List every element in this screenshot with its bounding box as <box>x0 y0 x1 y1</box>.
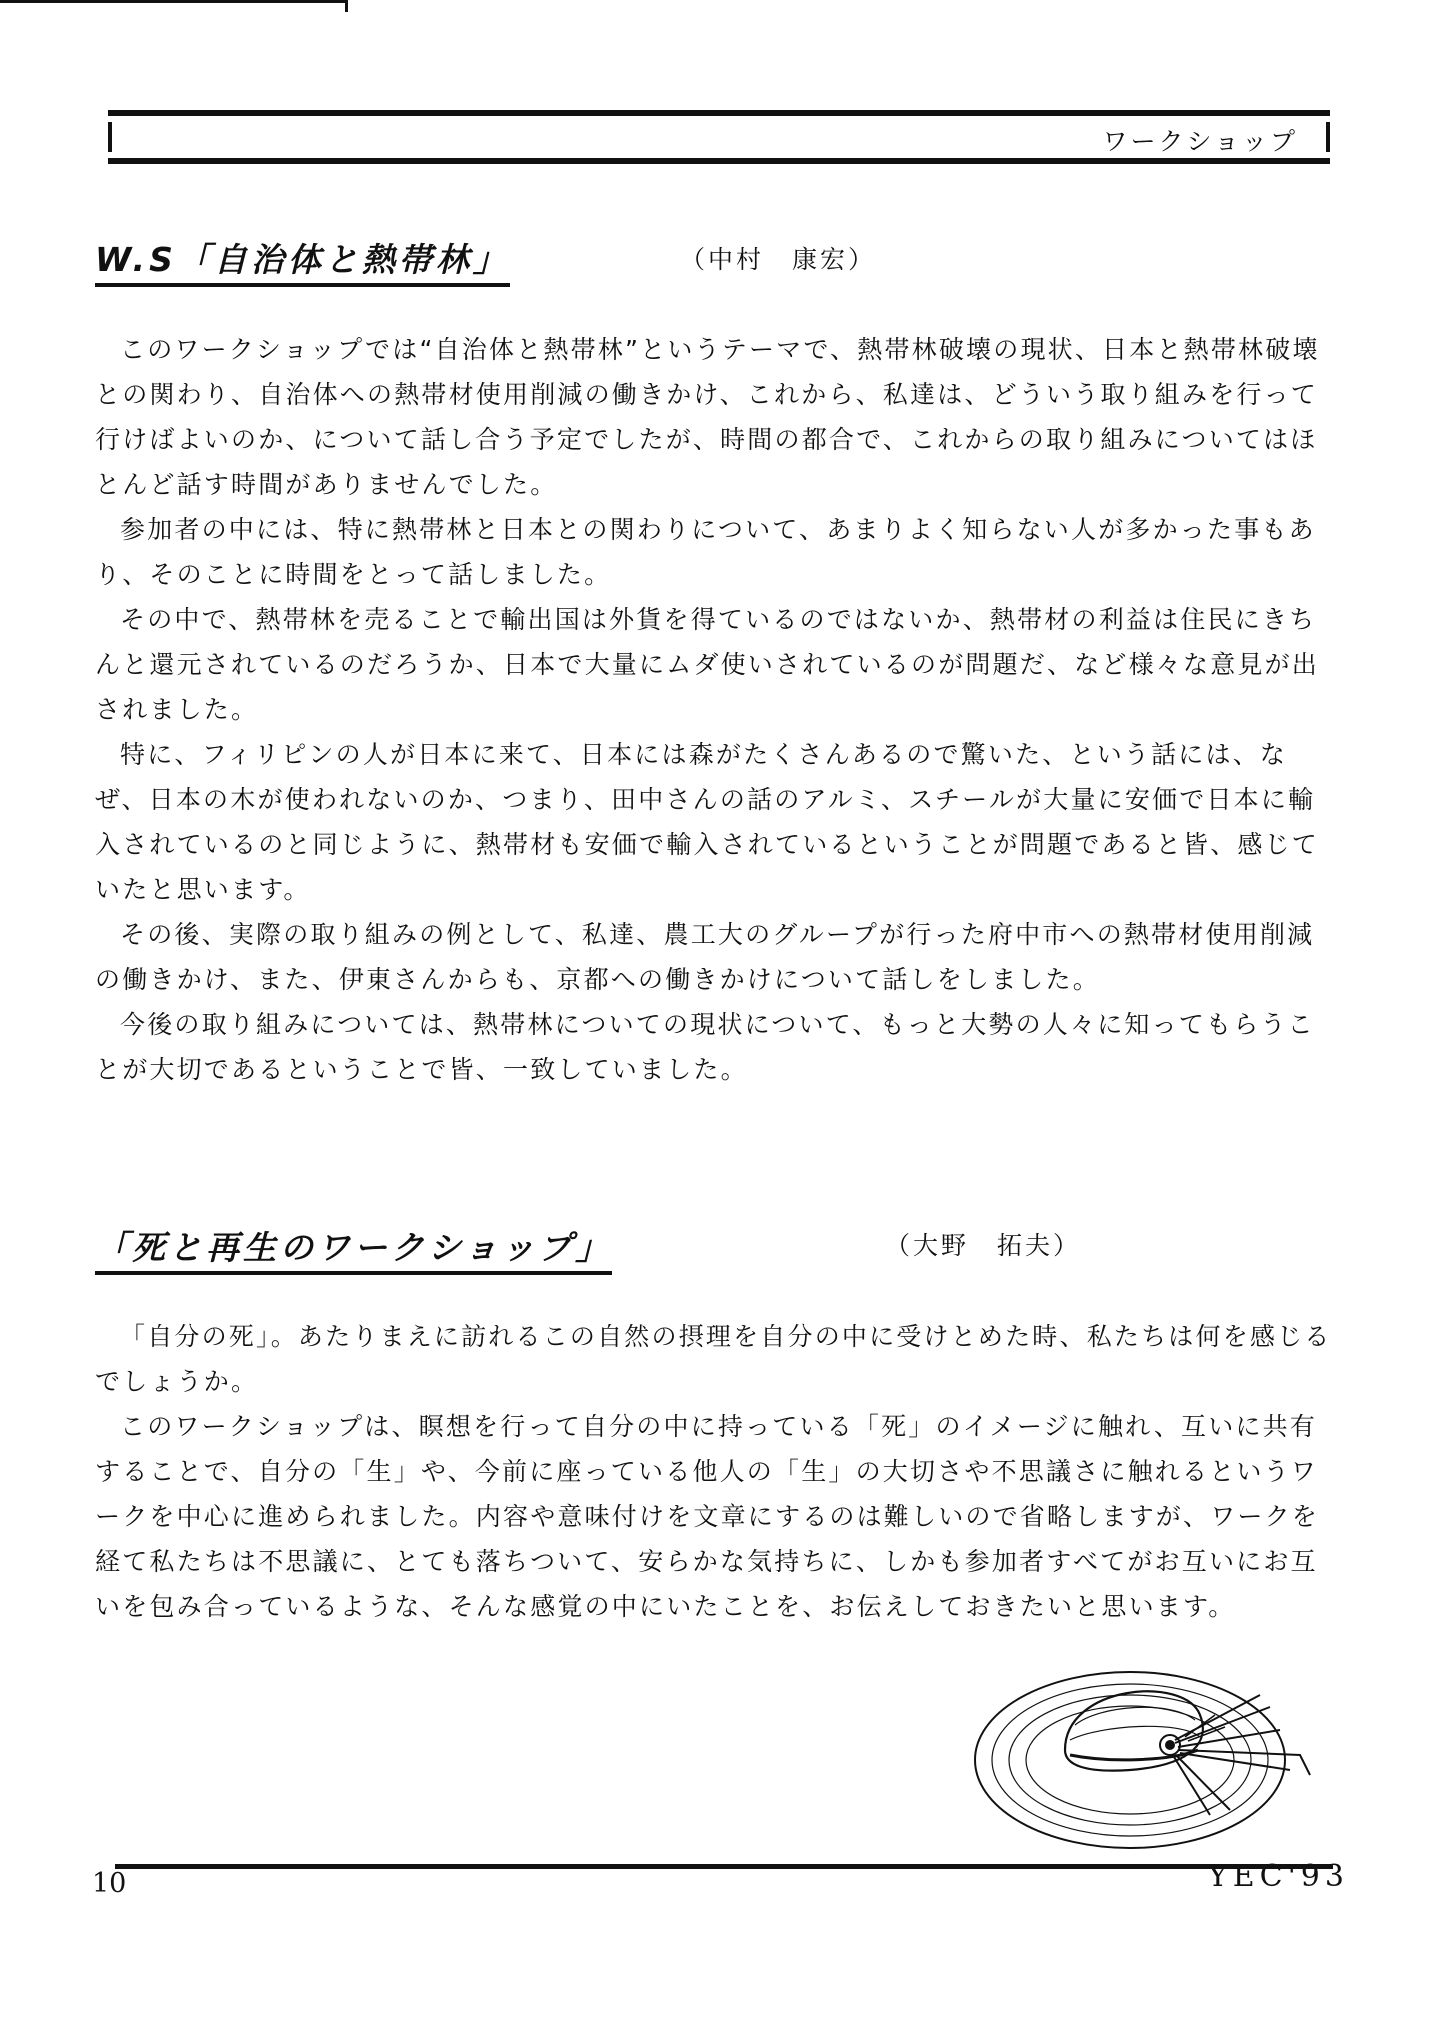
article2-body <box>95 1314 1335 1629</box>
article2-paragraph: このワークショップは、瞑想を行って自分の中に持っている「死」のイメージに触れ、互いに共有することで、自分の「生」や、今前に座っている他人の「生」の大切さや不思議さに触れるというワークを中心に進められました。内容や意味付けを文章にするのは難しいので省略しますが、ワークを経て私たちは不思議に、とても落ちついて、安らかな気持ちに、しかも参加者すべてがお互いにお互いを包み合っているような、そんな感覚の中にいたことを、お伝えしておきたいと思います。 <box>95 1412 1320 1621</box>
straw-hat-illustration <box>970 1645 1385 1860</box>
article1-body <box>95 327 1335 1092</box>
article1-paragraph: その後、実際の取り組みの例として、私達、農工大のグループが行った府中市への熱帯材使用削減の働きかけ、また、伊東さんからも、京都への働きかけについて話しをしました。 <box>95 920 1315 994</box>
corner-rule <box>0 0 345 3</box>
page-number: 10 <box>92 1868 127 1899</box>
article1-author: （中村 康宏） <box>680 245 877 274</box>
article2-paragraph: 「自分の死」。あたりまえに訪れるこの自然の摂理を自分の中に受けとめた時、私たちは何を感じるでしょうか。 <box>95 1322 1332 1396</box>
article1-paragraph: 特に、フィリピンの人が日本に来て、日本には森がたくさんあるので驚いた、という話には、なぜ、日本の木が使われないのか、つまり、田中さんの話のアルミ、スチールが大量に安価で日本に輸入されているのと同じように、熱帯材も安価で輸入されているということが問題であると皆、感じていたと思います。 <box>95 740 1320 904</box>
publication-label: YEC'93 <box>1207 1859 1349 1894</box>
article1-paragraph: このワークショップでは“自治体と熱帯林”というテーマで、熱帯林破壊の現状、日本と熱帯林破壊との関わり、自治体への熱帯材使用削減の働きかけ、これから、私達は、どういう取り組みを行って行けばよいのか、について話し合う予定でしたが、時間の都合で、これからの取り組みについてはほとんど話す時間がありませんでした。 <box>95 335 1320 499</box>
article1-title: W.S「自治体と熱帯林」 <box>95 234 510 287</box>
article1-paragraph: 参加者の中には、特に熱帯林と日本との関わりについて、あまりよく知らない人が多かった事もあり、そのことに時間をとって話しました。 <box>95 515 1316 589</box>
corner-tick <box>345 0 348 12</box>
article1-paragraph: 今後の取り組みについては、熱帯林についての現状について、もっと大勢の人々に知ってもらうことが大切であるということで皆、一致していました。 <box>95 1010 1315 1084</box>
section-label: ワークショップ <box>1102 127 1298 156</box>
article2-title: 「死と再生のワークショップ」 <box>95 1222 612 1275</box>
article1-paragraph: その中で、熱帯林を売ることで輸出国は外貨を得ているのではないか、熱帯材の利益は住民にきちんと還元されているのだろうか、日本で大量にムダ使いされているのが問題だ、など様々な意見が出されました。 <box>95 605 1320 724</box>
footer-rule <box>115 1864 1333 1869</box>
article2-author: （大野 拓夫） <box>885 1231 1082 1260</box>
section-header-band <box>108 110 1330 164</box>
